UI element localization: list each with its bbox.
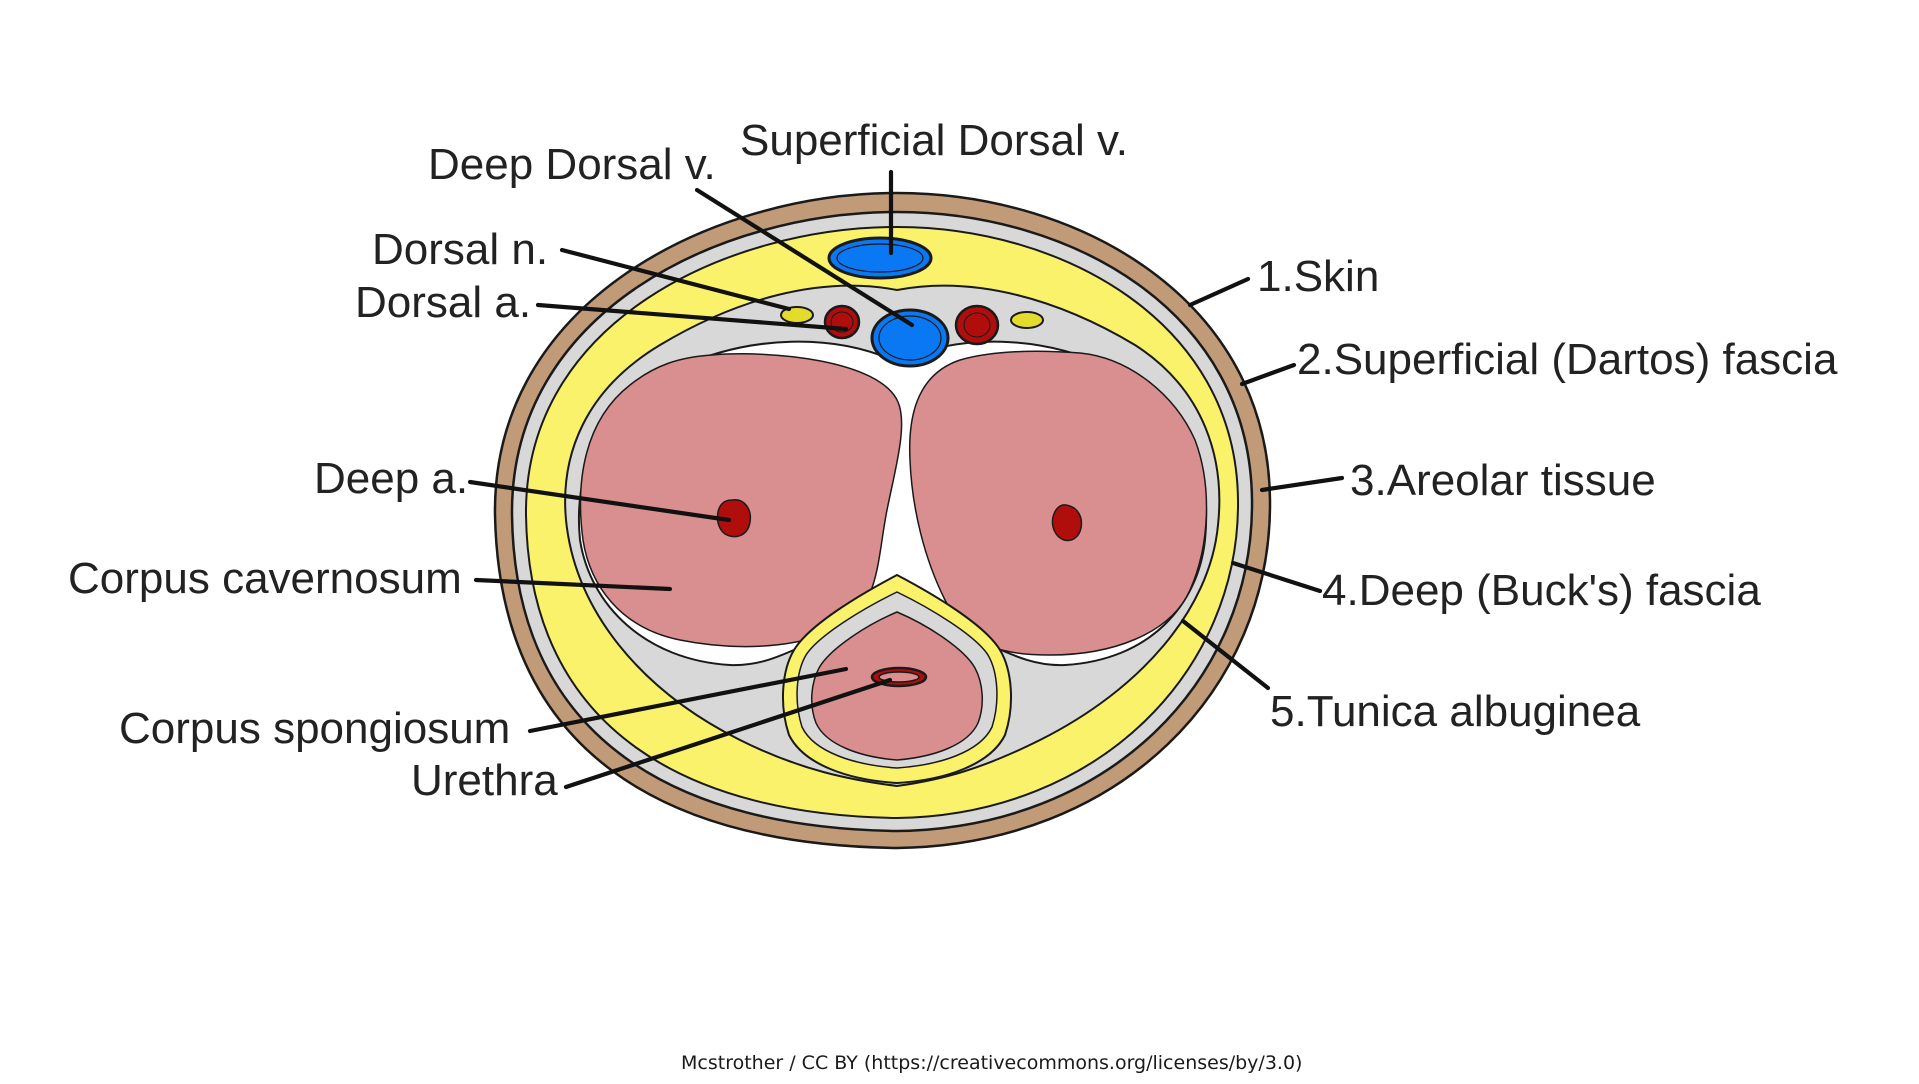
image-credit: Mcstrother / CC BY (https://creativecommons.org/licenses/by/3.0): [681, 1052, 1303, 1074]
deep-artery-right: [1052, 505, 1081, 541]
dorsal-artery-right-inner: [964, 313, 990, 337]
label-tunica-albuginea: 5.Tunica albuginea: [1270, 687, 1641, 736]
label-corpus-cavernosum: Corpus cavernosum: [68, 554, 462, 603]
label-dorsal-nerve: Dorsal n.: [372, 225, 549, 274]
leader-areolar-tissue: [1262, 478, 1342, 490]
label-deep-dorsal-vein: Deep Dorsal v.: [428, 140, 716, 189]
dorsal-nerve-right: [1011, 312, 1043, 328]
leader-skin: [1190, 279, 1248, 305]
label-deep-fascia: 4.Deep (Buck's) fascia: [1322, 566, 1761, 615]
label-superficial-fascia: 2.Superficial (Dartos) fascia: [1297, 335, 1838, 384]
label-deep-artery: Deep a.: [314, 454, 469, 503]
label-dorsal-artery: Dorsal a.: [355, 278, 532, 327]
label-corpus-spongiosum: Corpus spongiosum: [119, 704, 511, 753]
label-superficial-dorsal-vein: Superficial Dorsal v.: [740, 116, 1128, 165]
label-urethra: Urethra: [411, 756, 558, 805]
label-areolar-tissue: 3.Areolar tissue: [1350, 456, 1656, 505]
superficial-dorsal-vein-inner: [837, 244, 923, 272]
leader-superficial-fascia: [1242, 365, 1294, 384]
label-skin: 1.Skin: [1257, 252, 1380, 301]
